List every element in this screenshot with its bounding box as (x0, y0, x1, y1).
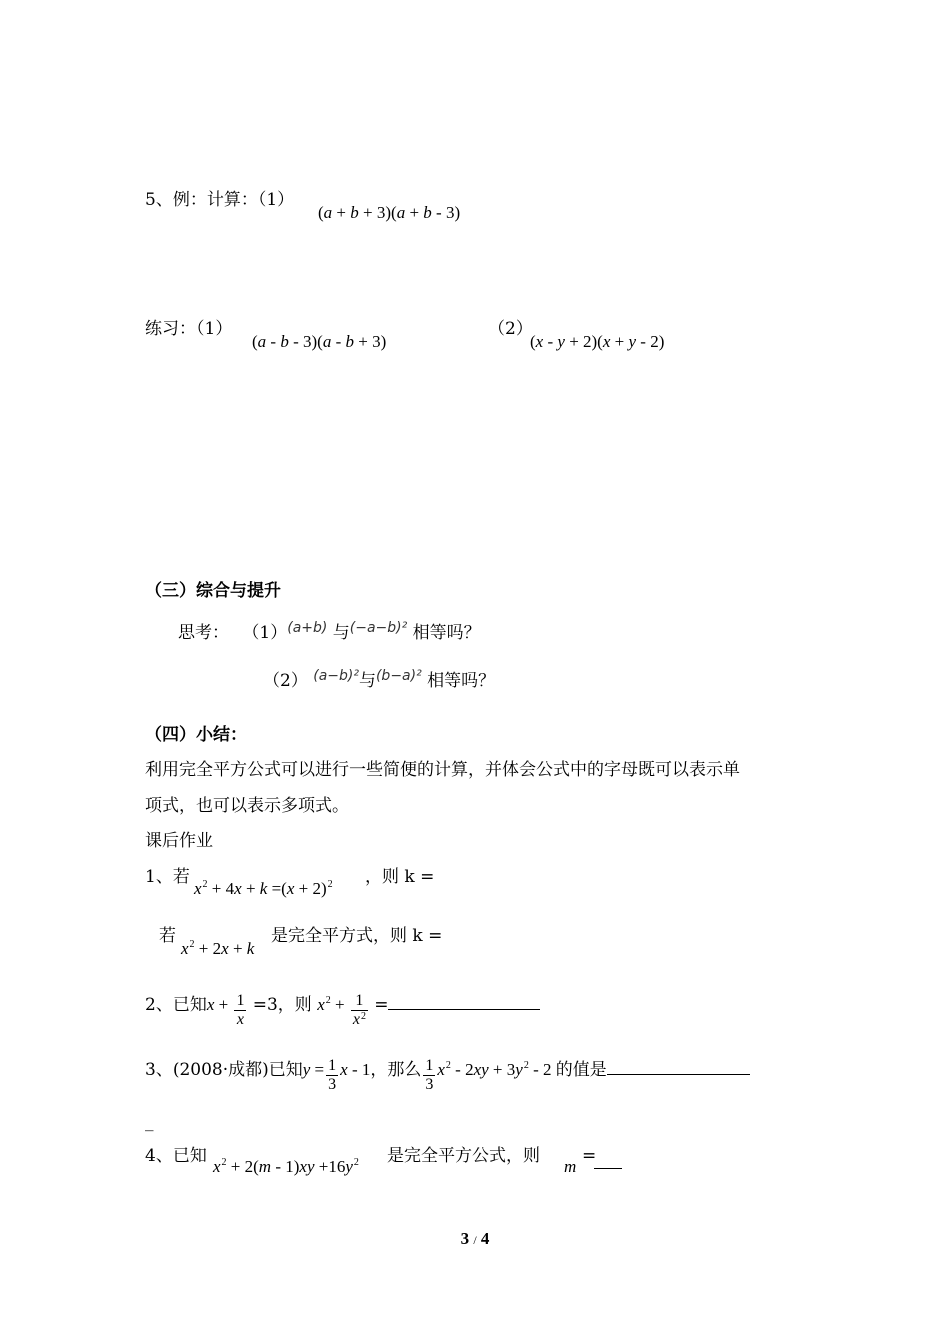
problem-3-label: 3、(2008·成都)已知 (145, 1060, 303, 1080)
problem-3-answer-blank[interactable] (607, 1058, 750, 1075)
page-separator: / (473, 1233, 477, 1247)
page-number (0, 1229, 950, 1249)
summary-line-1: 利用完全平方公式可以进行一些简便的计算，并体会公式中的字母既可以表示单 (145, 760, 740, 780)
example-expression: (a + b + 3)(a + b - 3) (318, 203, 461, 222)
problem-2: 2、已知x + $\frac{1}{x}$ =3，则 $x^2$ + $\frac{1}{x^2}$ = (145, 992, 540, 1031)
problem-4-label: 4、已知 (145, 1146, 207, 1166)
problem-1b-suffix: 是完全平方式，则 k = (271, 926, 443, 946)
q1-expression-a: (a+b) (287, 620, 328, 636)
q2-connector: 与 (358, 671, 376, 691)
section-4-heading: （四）小结： (145, 725, 247, 745)
problem-2-label: 2、已知 (145, 995, 207, 1015)
think-question-2 (263, 668, 496, 692)
q2-expression-a: (a−b)² (313, 668, 359, 684)
problem-3-blank-overflow: _ (145, 1112, 154, 1132)
problem-1b-expression: $x^2 + 2x + k$ (181, 939, 255, 958)
problem-4-variable: m (564, 1157, 577, 1176)
q2-expression-b: (b−a)² (375, 668, 422, 684)
problem-1b-label: 若 (159, 926, 176, 946)
problem-3-tail: 的值是 (555, 1060, 607, 1080)
homework-title: 课后作业 (145, 831, 213, 851)
practice-label: 练习：（1） (145, 319, 233, 339)
problem-1-expression: $x^2 + 4x + k =(x + 2)^2$ (194, 879, 333, 898)
page-current: 3 (460, 1229, 470, 1248)
think-label: 思考： (178, 623, 229, 643)
problem-4-answer-blank[interactable] (594, 1152, 622, 1169)
problem-1-suffix: ，则 k = (365, 867, 435, 887)
section-3-heading: （三）综合与提升 (145, 581, 281, 601)
problem-3-then: ，那么 (370, 1060, 422, 1080)
q1-question: 相等吗？ (412, 623, 481, 643)
problem-2-given: =3 (252, 995, 278, 1015)
example-label: 5、例：计算：（1） (145, 190, 295, 210)
problem-2-equals: = (374, 995, 389, 1015)
practice-expression-2: (x - y + 2)(x + y - 2) (530, 332, 665, 351)
think-question-1 (178, 620, 481, 644)
problem-1-label: 1、若 (145, 867, 190, 887)
problem-4-equals: = (582, 1146, 597, 1166)
q1-connector: 与 (332, 623, 350, 643)
practice-expression-1: (a - b - 3)(a - b + 3) (252, 332, 387, 351)
summary-line-2: 项式，也可以表示多项式。 (145, 796, 349, 816)
practice-label-2: （2） (488, 319, 533, 339)
problem-3: 3、(2008·成都)已知y = $\frac{1}{3}$ x - 1，那么 $\frac{1}{3}$ $x^2 - 2xy + 3y^2 - 2$ 的值是 (145, 1057, 750, 1094)
q2-question: 相等吗？ (427, 671, 496, 691)
q1-number: （1） (242, 623, 288, 643)
problem-4-expression: $x^2 + 2(m - 1)xy +16y^2$ (213, 1157, 359, 1176)
q1-expression-b: (−a−b)² (349, 620, 408, 636)
problem-2-answer-blank[interactable] (388, 993, 540, 1010)
page-total: 4 (480, 1229, 490, 1248)
q2-number: （2） (263, 671, 308, 691)
problem-2-then: ，则 (277, 995, 312, 1015)
problem-4-tail: 是完全平方公式，则 (387, 1146, 540, 1166)
